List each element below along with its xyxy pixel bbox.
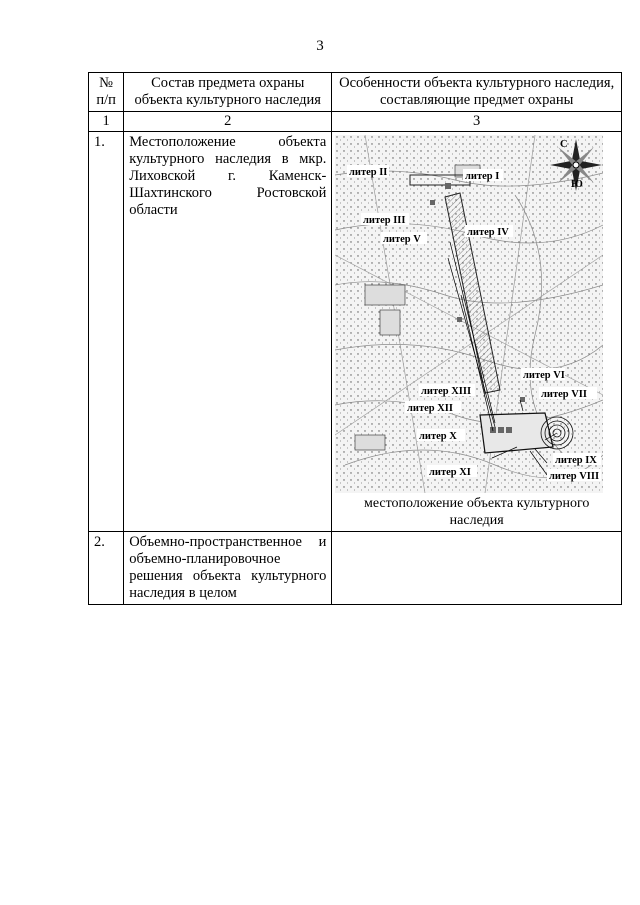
row-subject: Объемно-пространственное и объемно-планировочное решения объекта культурного наследия в целом bbox=[124, 532, 332, 605]
map-label-liter-x: литер X bbox=[419, 431, 458, 442]
map-label-liter-xi: литер XI bbox=[429, 467, 472, 478]
header-subject: Состав предмета охраны объекта культурного наследия bbox=[124, 73, 332, 112]
map-label-liter-ii: литер II bbox=[349, 167, 388, 178]
map-label-liter-xiii: литер XIII bbox=[421, 386, 472, 397]
map-caption: местоположение объекта культурного наследия bbox=[363, 496, 590, 528]
column-number: 1 bbox=[89, 112, 124, 132]
compass-south-label: Ю bbox=[571, 179, 584, 190]
map-label-liter-xii: литер XII bbox=[407, 403, 454, 414]
header-number: № п/п bbox=[89, 73, 124, 112]
map-label-liter-v: литер V bbox=[383, 234, 422, 245]
row-number: 1. bbox=[89, 132, 124, 532]
map-label-liter-vi: литер VI bbox=[523, 370, 566, 381]
column-number-row bbox=[89, 112, 622, 132]
table-row bbox=[89, 132, 622, 532]
page-number: 3 bbox=[316, 38, 324, 54]
map-label-liter-ix: литер IX bbox=[555, 455, 598, 466]
row-number: 2. bbox=[89, 532, 124, 605]
location-map bbox=[335, 135, 603, 493]
map-label-liter-iv: литер IV bbox=[467, 227, 510, 238]
row-feature bbox=[332, 532, 622, 605]
header-features: Особенности объекта культурного наследия, составляющие предмет охраны bbox=[332, 73, 622, 112]
protection-subject-table bbox=[88, 72, 622, 605]
map-label-liter-vii: литер VII bbox=[541, 389, 588, 400]
row-subject: Местоположение объекта культурного наследия в мкр. Лиховской г. Каменск-Шахтинского Ростовской области bbox=[124, 132, 332, 532]
map-cell bbox=[332, 132, 622, 532]
table-header-row bbox=[89, 73, 622, 112]
column-number: 2 bbox=[124, 112, 332, 132]
table-row bbox=[89, 532, 622, 605]
column-number: 3 bbox=[332, 112, 622, 132]
compass-north-label: С bbox=[560, 139, 568, 150]
map-label-liter-i: литер I bbox=[465, 171, 500, 182]
map-label-liter-viii: литер VIII bbox=[549, 471, 600, 482]
map-label-liter-iii: литер III bbox=[363, 215, 406, 226]
